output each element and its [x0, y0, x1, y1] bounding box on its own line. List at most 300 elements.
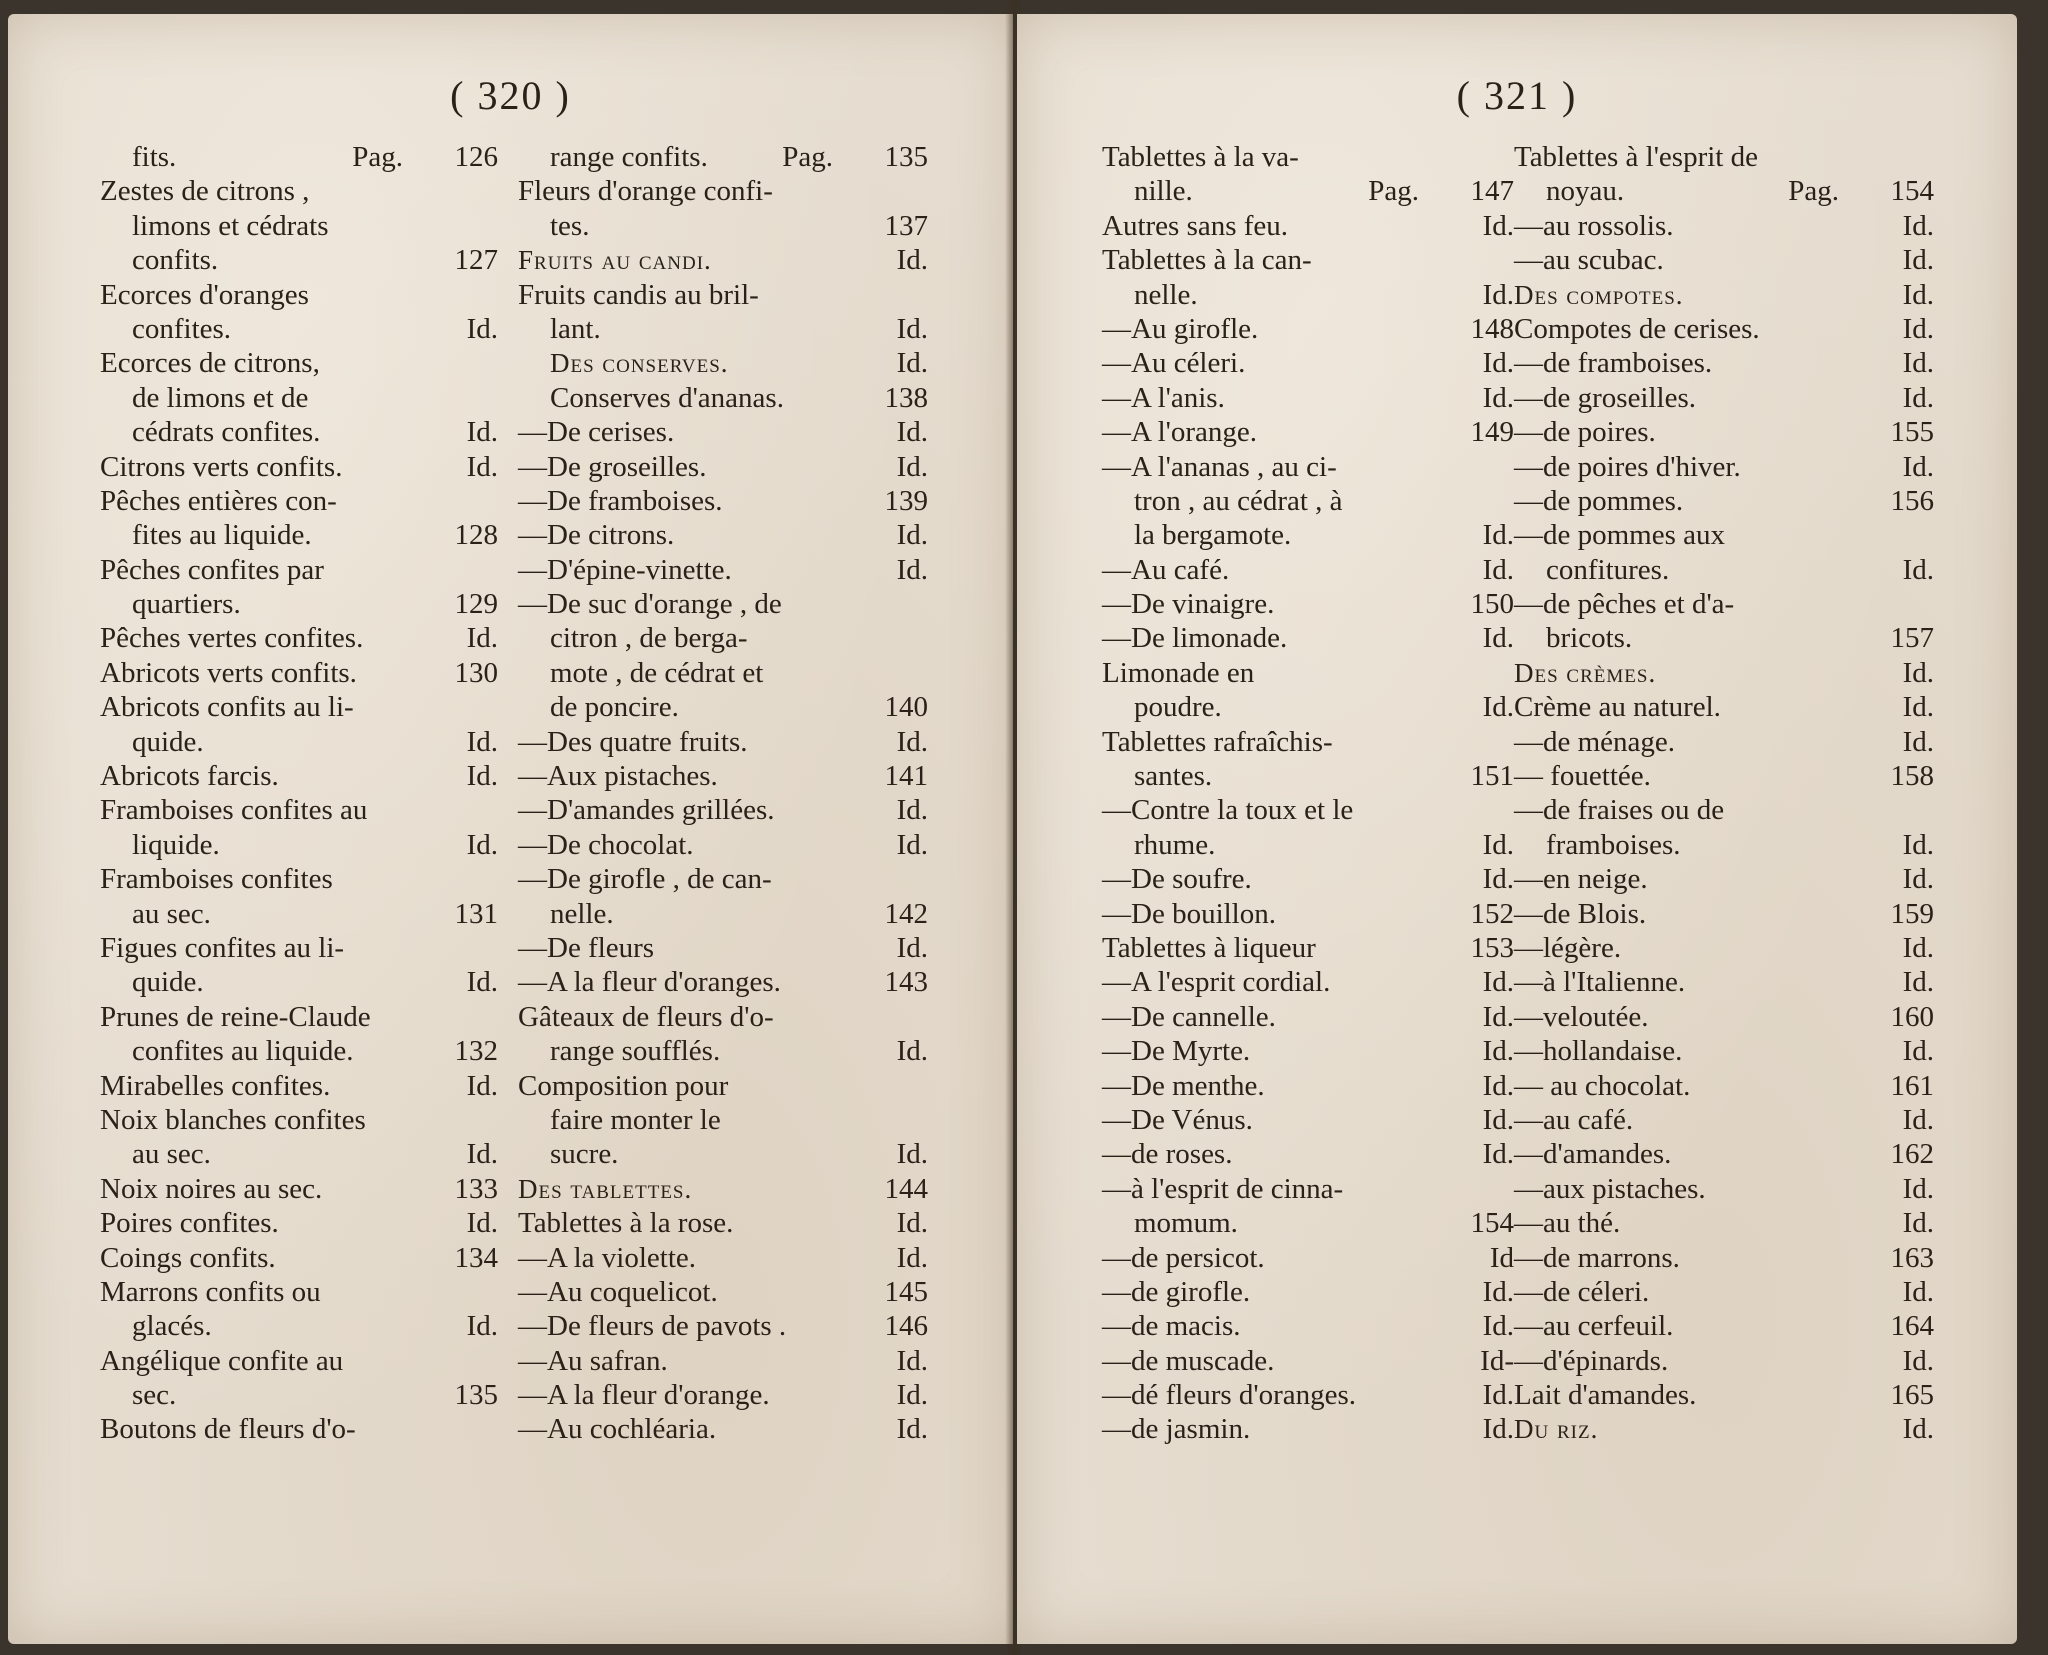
entry-text: —de framboises.	[1514, 347, 1713, 380]
page-reference: Id.	[1902, 725, 1934, 758]
index-entry	[518, 1206, 928, 1240]
index-entry	[1514, 587, 1934, 621]
page-reference: 163	[1890, 1241, 1934, 1274]
page-reference: 150	[1470, 588, 1514, 621]
entry-text: lant.	[550, 312, 601, 345]
index-entry	[100, 346, 498, 380]
index-entry	[100, 1412, 498, 1446]
index-entry	[518, 1241, 928, 1275]
entry-text: liquide.	[132, 828, 220, 861]
entry-text: Abricots confits au li-	[100, 691, 354, 724]
page-reference: 145	[884, 1275, 928, 1308]
entry-text: Des compotes.	[1514, 279, 1684, 310]
index-entry	[1514, 484, 1934, 518]
page-reference: Id.	[466, 828, 498, 861]
entry-text: framboises.	[1546, 828, 1681, 861]
entry-text: —de poires d'hiver.	[1514, 450, 1741, 483]
entry-text: Pêches confites par	[100, 553, 324, 586]
entry-text: Poires confites.	[100, 1207, 279, 1240]
entry-text: Conserves d'ananas.	[550, 381, 784, 414]
index-entry	[1514, 897, 1934, 931]
index-entry	[518, 1378, 928, 1412]
entry-text: —Au coquelicot.	[518, 1275, 718, 1308]
page-reference: 130	[454, 656, 498, 689]
page-reference: Id.	[466, 966, 498, 999]
index-entry	[100, 553, 498, 587]
entry-text: Ecorces de citrons,	[100, 347, 320, 380]
index-entry	[1102, 1069, 1514, 1103]
index-entry	[1102, 312, 1514, 346]
entry-text: —De suc d'orange , de	[518, 588, 782, 621]
entry-text: —Des quatre fruits.	[518, 725, 748, 758]
index-entry	[518, 1103, 928, 1137]
page-reference: Id.	[1482, 1069, 1514, 1102]
index-entry	[100, 621, 498, 655]
page-reference: Id.	[1902, 312, 1934, 345]
page-reference: Id.	[466, 725, 498, 758]
entry-text: —De Vénus.	[1102, 1103, 1253, 1136]
entry-text: Tablettes à la rose.	[518, 1207, 734, 1240]
page-reference: Id.	[1482, 519, 1514, 552]
index-entry	[518, 965, 928, 999]
entry-text: noyau.	[1546, 175, 1625, 208]
index-entry	[518, 1412, 928, 1446]
entry-text: tes.	[550, 209, 590, 242]
entry-text: —De fleurs	[518, 931, 655, 964]
entry-text: Mirabelles confites.	[100, 1069, 331, 1102]
index-entry	[100, 656, 498, 690]
entry-text: —De groseilles.	[518, 450, 707, 483]
index-entry	[1102, 793, 1514, 827]
index-entry	[1514, 209, 1934, 243]
entry-text: glacés.	[132, 1310, 212, 1343]
index-entry	[1102, 209, 1514, 243]
index-entry	[100, 587, 498, 621]
index-entry	[1102, 897, 1514, 931]
index-entry	[1102, 725, 1514, 759]
index-column	[518, 140, 928, 1447]
entry-text: Composition pour	[518, 1069, 729, 1102]
index-entry	[1102, 759, 1514, 793]
entry-text: Fruits candis au bril-	[518, 278, 759, 311]
index-entry	[1102, 243, 1514, 277]
page-reference: 154	[1470, 1207, 1514, 1240]
index-entry	[100, 518, 498, 552]
page-reference: Id.	[896, 1241, 928, 1274]
entry-text: —A la fleur d'orange.	[518, 1379, 770, 1412]
entry-text: de poncire.	[550, 691, 679, 724]
index-entry	[518, 518, 928, 552]
entry-text: —d'épinards.	[1514, 1344, 1669, 1377]
index-entry	[100, 725, 498, 759]
page-reference: Id.	[896, 450, 928, 483]
index-entry	[1514, 690, 1934, 724]
entry-text: de limons et de	[132, 381, 309, 414]
page-reference: Id.	[1902, 966, 1934, 999]
entry-text: Tablettes à la va-	[1102, 141, 1299, 173]
entry-text: —de ménage.	[1514, 725, 1676, 758]
page-reference: Id.	[466, 312, 498, 345]
page-reference: Id.	[466, 622, 498, 655]
entry-text: poudre.	[1134, 691, 1222, 724]
index-entry	[518, 450, 928, 484]
index-column	[1514, 140, 1934, 1447]
entry-text: — au chocolat.	[1514, 1069, 1691, 1102]
entry-text: —Au girofle.	[1102, 312, 1259, 345]
page-reference: Id.	[1902, 863, 1934, 896]
entry-text: — fouettée.	[1514, 760, 1651, 793]
index-entry	[1514, 1206, 1934, 1240]
entry-text: mote , de cédrat et	[550, 656, 764, 689]
entry-text: —veloutée.	[1514, 1000, 1649, 1033]
page-reference: Id.	[1902, 1103, 1934, 1136]
page-reference: Id.	[1482, 1000, 1514, 1033]
page-reference: Id.	[896, 1138, 928, 1171]
index-entry	[1514, 1103, 1934, 1137]
page-reference: Id.	[896, 312, 928, 345]
page-number: ( 320 )	[450, 73, 571, 118]
entry-text: —Contre la toux et le	[1102, 794, 1354, 827]
index-entry	[1102, 1000, 1514, 1034]
entry-text: —de persicot.	[1102, 1241, 1265, 1274]
entry-text: —de muscade.	[1102, 1344, 1275, 1377]
index-entry	[1102, 862, 1514, 896]
entry-text: limons et cédrats	[132, 209, 329, 242]
page-reference: Id.	[1902, 931, 1934, 964]
index-entry	[1102, 1206, 1514, 1240]
index-entry	[1514, 346, 1934, 380]
page-reference: Id.	[896, 416, 928, 449]
index-entry	[100, 1000, 498, 1034]
index-column	[1102, 140, 1514, 1447]
page-reference: Id.	[1482, 209, 1514, 242]
page-reference: Id.	[1902, 1207, 1934, 1240]
index-entry	[100, 415, 498, 449]
index-entry	[518, 381, 928, 415]
entry-text: —de macis.	[1102, 1310, 1241, 1343]
entry-text: citron , de berga-	[550, 622, 748, 655]
entry-text: —au thé.	[1514, 1207, 1621, 1240]
page-reference: Id.	[1482, 1379, 1514, 1412]
page-reference: Id.	[1902, 278, 1934, 311]
entry-text: —De fleurs de pavots .	[518, 1310, 787, 1343]
page-reference: Id.	[1902, 1035, 1934, 1068]
pag-label: Pag.	[352, 141, 403, 173]
entry-text: —A l'orange.	[1102, 416, 1258, 449]
page-reference: Id.	[1902, 450, 1934, 483]
page-reference: Id.	[1482, 381, 1514, 414]
index-entry	[518, 862, 928, 896]
page-reference: Id.	[1902, 347, 1934, 380]
entry-text: confitures.	[1546, 553, 1670, 586]
index-entry	[1514, 965, 1934, 999]
right-page	[1017, 14, 2017, 1644]
page-reference: 153	[1470, 931, 1514, 964]
page-reference: 141	[884, 760, 928, 793]
index-entry	[518, 1000, 928, 1034]
page-reference: Id.	[1482, 1413, 1514, 1446]
index-entry	[100, 381, 498, 415]
index-entry	[1102, 518, 1514, 552]
index-entry	[1514, 1000, 1934, 1034]
page-reference: 159	[1890, 897, 1934, 930]
entry-text: —A la fleur d'oranges.	[518, 966, 781, 999]
index-entry	[100, 312, 498, 346]
index-entry	[1102, 450, 1514, 484]
entry-text: Tablettes à l'esprit de	[1514, 141, 1758, 173]
index-entry	[1514, 621, 1934, 655]
page-reference: 137	[884, 209, 928, 242]
entry-text: Citrons verts confits.	[100, 450, 343, 483]
entry-text: Pêches vertes confites.	[100, 622, 364, 655]
page-reference: 154	[1890, 175, 1934, 208]
entry-text: —A la violette.	[518, 1241, 696, 1274]
index-entry	[100, 759, 498, 793]
entry-text: —aux pistaches.	[1514, 1172, 1706, 1205]
page-reference: Id.	[466, 1138, 498, 1171]
entry-text: quartiers.	[132, 588, 241, 621]
index-entry	[100, 484, 498, 518]
page-reference: Id	[1489, 1241, 1514, 1274]
index-entry	[1102, 174, 1514, 208]
entry-text: Abricots verts confits.	[100, 656, 357, 689]
entry-text: Noix blanches confites	[100, 1103, 366, 1136]
index-column	[100, 140, 498, 1447]
entry-text: —Au céleri.	[1102, 347, 1246, 380]
page-reference: 132	[454, 1035, 498, 1068]
page-reference: Id.	[1482, 1138, 1514, 1171]
page-reference: 162	[1890, 1138, 1934, 1171]
page-reference: Id.	[896, 1379, 928, 1412]
index-entry	[100, 209, 498, 243]
index-entry	[1102, 1309, 1514, 1343]
index-entry	[1102, 1344, 1514, 1378]
index-entry	[100, 931, 498, 965]
entry-text: quide.	[132, 966, 204, 999]
entry-text: —de jasmin.	[1102, 1413, 1251, 1446]
entry-text: —de pommes.	[1514, 484, 1684, 517]
page-reference: Id.	[896, 244, 928, 277]
page-reference: 143	[884, 966, 928, 999]
index-entry	[1102, 553, 1514, 587]
entry-text: Compotes de cerises.	[1514, 312, 1760, 345]
index-entry	[1514, 174, 1934, 208]
entry-text: —D'épine-vinette.	[518, 553, 732, 586]
index-entry	[100, 965, 498, 999]
entry-text: Des conserves.	[550, 348, 729, 379]
pag-label: Pag.	[1368, 175, 1419, 208]
index-entry	[100, 828, 498, 862]
index-entry	[1102, 931, 1514, 965]
entry-text: —A l'ananas , au ci-	[1102, 450, 1337, 483]
page-reference: Id.	[1902, 656, 1934, 689]
index-entry	[518, 897, 928, 931]
index-entry	[518, 1275, 928, 1309]
index-entry	[518, 553, 928, 587]
section-heading-line	[518, 243, 928, 277]
index-entry	[100, 1103, 498, 1137]
index-entry	[1514, 381, 1934, 415]
entry-text: Crème au naturel.	[1514, 691, 1721, 724]
entry-text: Figues confites au li-	[100, 931, 345, 964]
index-entry	[518, 1309, 928, 1343]
page-reference: 146	[884, 1310, 928, 1343]
index-entry	[1514, 518, 1934, 552]
entry-text: range confits.	[550, 141, 708, 173]
entry-text: —de pêches et d'a-	[1514, 588, 1735, 621]
index-entry	[1514, 1034, 1934, 1068]
index-entry	[1514, 1137, 1934, 1171]
page-reference: Id.	[1902, 209, 1934, 242]
entry-text: quide.	[132, 725, 204, 758]
index-entry	[1514, 1069, 1934, 1103]
entry-text: —De cannelle.	[1102, 1000, 1276, 1033]
entry-text: Pêches entières con-	[100, 484, 337, 517]
index-entry	[1514, 1275, 1934, 1309]
index-entry	[1102, 1241, 1514, 1275]
index-entry	[100, 690, 498, 724]
index-entry	[518, 415, 928, 449]
index-entry	[1102, 1034, 1514, 1068]
index-entry	[1514, 725, 1934, 759]
entry-text: —Au cochléaria.	[518, 1413, 717, 1446]
index-entry	[100, 862, 498, 896]
index-entry	[1102, 621, 1514, 655]
page-reference: Id.	[1482, 1310, 1514, 1343]
page-reference: 152	[1470, 897, 1514, 930]
entry-text: —de céleri.	[1514, 1275, 1650, 1308]
entry-text: sucre.	[550, 1138, 619, 1171]
index-entry	[1102, 587, 1514, 621]
entry-text: —de girofle.	[1102, 1275, 1251, 1308]
index-entry	[1514, 931, 1934, 965]
page-reference: 134	[454, 1241, 498, 1274]
page-reference: 149	[1470, 416, 1514, 449]
index-entry	[1102, 1275, 1514, 1309]
entry-text: rhume.	[1134, 828, 1216, 861]
section-heading-line	[1514, 656, 1934, 690]
index-entry	[1514, 1309, 1934, 1343]
index-entry	[100, 450, 498, 484]
page-reference: Id.	[1482, 863, 1514, 896]
left-page	[8, 14, 1013, 1644]
index-entry	[1102, 278, 1514, 312]
page-reference: 158	[1890, 760, 1934, 793]
entry-text: Ecorces d'oranges	[100, 278, 309, 311]
index-entry	[518, 484, 928, 518]
entry-text: Des crèmes.	[1514, 657, 1657, 688]
page-reference: 148	[1470, 312, 1514, 345]
page-reference: Id.	[896, 347, 928, 380]
page-reference: Id.	[896, 553, 928, 586]
page-number: ( 321 )	[1456, 73, 1578, 118]
page-reference: 135	[454, 1379, 498, 1412]
page-reference: 131	[454, 897, 498, 930]
entry-text: —à l'Italienne.	[1514, 966, 1686, 999]
index-entry	[1514, 862, 1934, 896]
index-entry	[1102, 1103, 1514, 1137]
entry-text: fites au liquide.	[132, 519, 312, 552]
entry-text: —dé fleurs d'oranges.	[1102, 1379, 1357, 1412]
page-reference: Id.	[1482, 828, 1514, 861]
page-reference: Id.	[896, 1344, 928, 1377]
entry-text: —De cerises.	[518, 416, 675, 449]
page-reference: Id.	[1482, 347, 1514, 380]
entry-text: —hollandaise.	[1514, 1035, 1683, 1068]
page-reference: Id.	[896, 828, 928, 861]
entry-text: —De citrons.	[518, 519, 675, 552]
index-entry	[518, 690, 928, 724]
index-entry	[100, 140, 498, 174]
index-entry	[100, 1275, 498, 1309]
page-reference: Id.	[1902, 828, 1934, 861]
entry-text: —De girofle , de can-	[518, 863, 772, 896]
page-reference: Id-	[1480, 1344, 1514, 1377]
index-entry	[518, 759, 928, 793]
entry-text: —De soufre.	[1102, 863, 1252, 896]
index-entry	[1102, 1412, 1514, 1446]
page-reference: Id.	[1902, 1172, 1934, 1205]
page-reference: Id.	[466, 760, 498, 793]
index-entry	[518, 656, 928, 690]
entry-text: —à l'esprit de cinna-	[1102, 1172, 1344, 1205]
index-entry	[100, 897, 498, 931]
index-entry	[100, 1137, 498, 1171]
index-entry	[518, 209, 928, 243]
index-entry	[1514, 415, 1934, 449]
index-entry	[1102, 1137, 1514, 1171]
entry-text: Fleurs d'orange confi-	[518, 175, 773, 208]
entry-text: Framboises confites	[100, 863, 333, 896]
entry-text: confites au liquide.	[132, 1035, 354, 1068]
page-reference: 126	[454, 141, 498, 173]
entry-text: momum.	[1134, 1207, 1238, 1240]
index-entry	[1514, 450, 1934, 484]
page-reference: 155	[1890, 416, 1934, 449]
entry-text: Framboises confites au	[100, 794, 368, 827]
section-heading-line	[518, 346, 928, 380]
page-reference: Id.	[896, 1413, 928, 1446]
page-reference: 156	[1890, 484, 1934, 517]
page-reference: Id.	[896, 931, 928, 964]
page-reference: Id.	[466, 1207, 498, 1240]
entry-text: la bergamote.	[1134, 519, 1292, 552]
page-reference: Id.	[1902, 1413, 1934, 1446]
entry-text: —De Myrte.	[1102, 1035, 1251, 1068]
index-entry	[1514, 828, 1934, 862]
index-entry	[1102, 484, 1514, 518]
entry-text: Gâteaux de fleurs d'o-	[518, 1000, 774, 1033]
index-entry	[1514, 312, 1934, 346]
index-entry	[1102, 690, 1514, 724]
index-entry	[518, 312, 928, 346]
page-reference: 151	[1470, 760, 1514, 793]
page-reference: 142	[884, 897, 928, 930]
index-entry	[100, 174, 498, 208]
page-reference: 127	[454, 244, 498, 277]
page-reference: Id.	[1902, 381, 1934, 414]
index-entry	[100, 278, 498, 312]
section-heading-line	[1514, 1412, 1934, 1446]
page-reference: Id.	[1482, 1103, 1514, 1136]
index-entry	[1102, 415, 1514, 449]
index-entry	[518, 1344, 928, 1378]
index-entry	[100, 1172, 498, 1206]
page-reference: Id.	[896, 1207, 928, 1240]
entry-text: Limonade en	[1102, 656, 1255, 689]
entry-text: Abricots farcis.	[100, 760, 279, 793]
index-entry	[518, 621, 928, 655]
